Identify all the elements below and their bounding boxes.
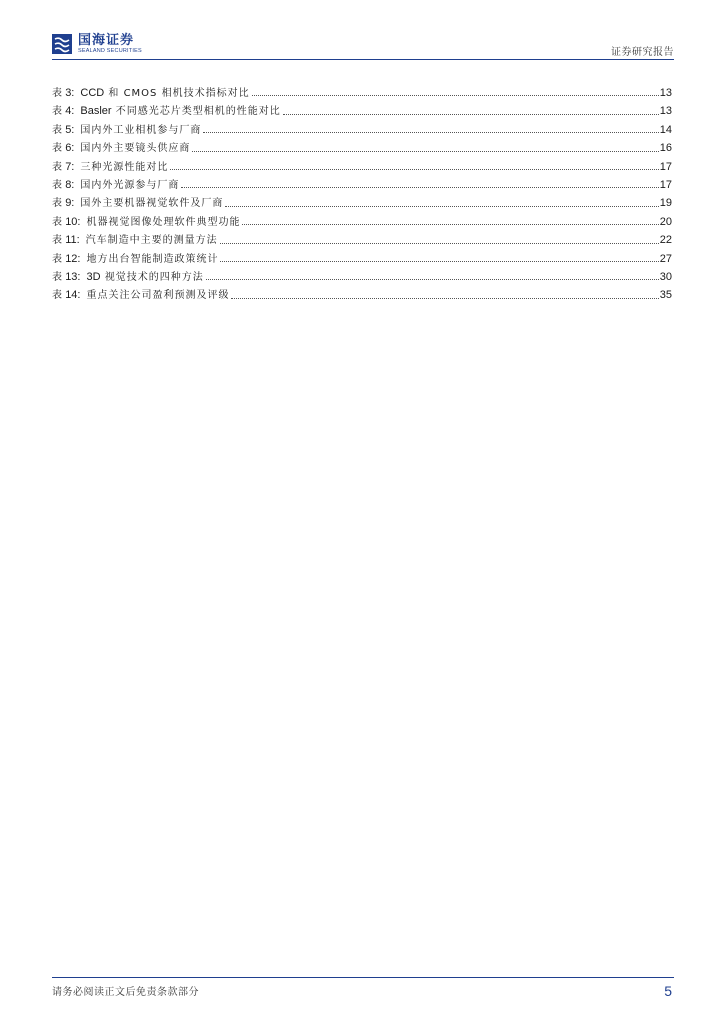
toc-entry-label	[52, 84, 74, 99]
toc-entry-label	[52, 102, 74, 117]
toc-entry-label	[52, 286, 80, 301]
toc-entry-title	[86, 213, 240, 228]
toc-entry-title-latin: 3D	[86, 270, 101, 283]
toc-entry[interactable]	[52, 194, 672, 212]
toc-entry-prefix: 表	[52, 253, 62, 265]
toc-entry-prefix: 表	[52, 271, 62, 283]
toc-entry[interactable]	[52, 139, 672, 157]
page-header	[52, 30, 674, 58]
toc-entry-title	[80, 194, 223, 209]
report-type-label: 证券研究报告	[611, 47, 674, 58]
toc-entry-page: 14	[659, 123, 672, 136]
toc-entry-number: 3:	[65, 87, 75, 99]
toc-leader-dots	[242, 224, 658, 225]
toc-leader-dots	[283, 114, 659, 115]
toc-leader-dots	[252, 95, 659, 96]
toc-entry-title	[80, 176, 179, 191]
toc-entry-prefix: 表	[52, 88, 62, 99]
toc-entry-number: 12:	[65, 252, 81, 265]
toc-entry-number: 7:	[65, 160, 75, 173]
toc-entry-page: 27	[659, 252, 672, 265]
toc-leader-dots	[220, 261, 658, 262]
toc-entry-title	[86, 286, 229, 301]
toc-leader-dots	[220, 243, 659, 244]
toc-entry-title-text: 国外主要机器视觉软件及厂商	[80, 198, 224, 210]
toc-entry-title-text: 汽车制造中主要的测量方法	[85, 235, 218, 247]
toc-entry-title	[80, 139, 190, 154]
footer-divider	[52, 977, 674, 978]
toc-entry[interactable]	[52, 121, 672, 139]
toc-entry-label	[52, 139, 74, 154]
toc-entry-number: 5:	[65, 123, 75, 136]
toc-entry-label	[52, 268, 80, 283]
toc-entry-title-text: 地方出台智能制造政策统计	[86, 253, 219, 265]
toc-entry-number: 10:	[65, 215, 81, 228]
toc-entry-title-text: 机器视觉图像处理软件典型功能	[86, 216, 241, 228]
toc-entry-prefix: 表	[52, 143, 62, 155]
toc-entry[interactable]	[52, 102, 672, 120]
toc-entry-title	[80, 102, 280, 117]
toc-entry-prefix: 表	[52, 216, 62, 228]
header-divider	[52, 59, 674, 60]
toc-entry-page: 16	[659, 142, 672, 155]
toc-entry-title-text: 和 CMOS 相机技术指标对比	[104, 88, 250, 99]
toc-entry-number: 6:	[65, 142, 75, 155]
logo-english-name: SEALAND SECURITIES	[78, 47, 142, 54]
toc-entry-page: 30	[659, 270, 672, 283]
toc-leader-dots	[225, 206, 658, 207]
toc-entry[interactable]	[52, 268, 672, 286]
toc-entry-label	[52, 213, 80, 228]
toc-entry-page: 22	[659, 234, 672, 247]
toc-entry-title	[80, 158, 168, 173]
toc-entry-title	[86, 231, 218, 246]
toc-leader-dots	[203, 132, 658, 133]
toc-entry-title-text: 视觉技术的四种方法	[100, 271, 204, 283]
toc-entry[interactable]	[52, 250, 672, 268]
toc-entry[interactable]	[52, 176, 672, 194]
toc-entry-title	[86, 268, 203, 283]
sealand-logo-icon	[52, 34, 72, 54]
company-logo	[52, 32, 142, 56]
toc-entry[interactable]	[52, 213, 672, 231]
toc-entry-title-text: 国内外光源参与厂商	[80, 179, 180, 191]
toc-entry-prefix: 表	[52, 124, 62, 136]
toc-leader-dots	[181, 187, 658, 188]
footer-disclaimer: 请务必阅读正文后免责条款部分	[52, 987, 199, 998]
toc-leader-dots	[231, 298, 658, 299]
toc-leader-dots	[192, 151, 658, 152]
toc-entry-title-text: 国内外工业相机参与厂商	[80, 124, 202, 136]
toc-entry[interactable]	[52, 231, 672, 249]
toc-entry[interactable]	[52, 84, 672, 102]
toc-entry-label	[52, 250, 80, 265]
toc-entry-title	[80, 121, 201, 136]
toc-entry[interactable]	[52, 286, 672, 304]
toc-entry-title-text: 三种光源性能对比	[80, 161, 169, 173]
toc-entry-title-latin: Basler	[80, 105, 112, 118]
page-number: 5	[664, 983, 672, 999]
toc-entry-number: 8:	[65, 178, 75, 191]
toc-entry-label	[52, 121, 74, 136]
toc-entry-number: 9:	[65, 197, 75, 210]
toc-entry-title-text: 不同感光芯片类型相机的性能对比	[111, 106, 281, 118]
toc-entry-number: 14:	[65, 289, 81, 302]
toc-entry-label	[52, 176, 74, 191]
toc-entry-page: 19	[659, 197, 672, 210]
toc-leader-dots	[170, 169, 658, 170]
toc-entry-title	[86, 250, 218, 265]
toc-entry-page: 13	[659, 87, 672, 99]
toc-leader-dots	[206, 279, 659, 280]
toc-entry-title-latin: CCD	[80, 87, 105, 99]
toc-entry-number: 13:	[65, 270, 81, 283]
toc-entry-prefix: 表	[52, 179, 62, 191]
toc-entry-page: 17	[659, 178, 672, 191]
toc-entry-title-text: 国内外主要镜头供应商	[80, 143, 191, 155]
toc-entry-label	[52, 231, 80, 246]
toc-entry-page: 35	[659, 289, 672, 302]
table-of-contents	[52, 84, 672, 305]
toc-entry-page: 20	[659, 215, 672, 228]
toc-entry-title	[80, 84, 249, 99]
toc-entry-label	[52, 194, 74, 209]
toc-entry-label	[52, 158, 74, 173]
toc-entry-number: 4:	[65, 105, 75, 118]
toc-entry[interactable]	[52, 158, 672, 176]
toc-entry-prefix: 表	[52, 198, 62, 210]
toc-entry-prefix: 表	[52, 290, 62, 302]
toc-entry-title-text: 重点关注公司盈利预测及评级	[86, 290, 230, 302]
toc-entry-page: 13	[659, 105, 672, 118]
toc-entry-prefix: 表	[52, 161, 62, 173]
toc-entry-page: 17	[659, 160, 672, 173]
toc-entry-prefix: 表	[52, 106, 62, 118]
logo-chinese-name: 国海证券	[78, 32, 135, 48]
toc-entry-prefix: 表	[52, 235, 62, 247]
toc-entry-number: 11:	[65, 234, 80, 247]
